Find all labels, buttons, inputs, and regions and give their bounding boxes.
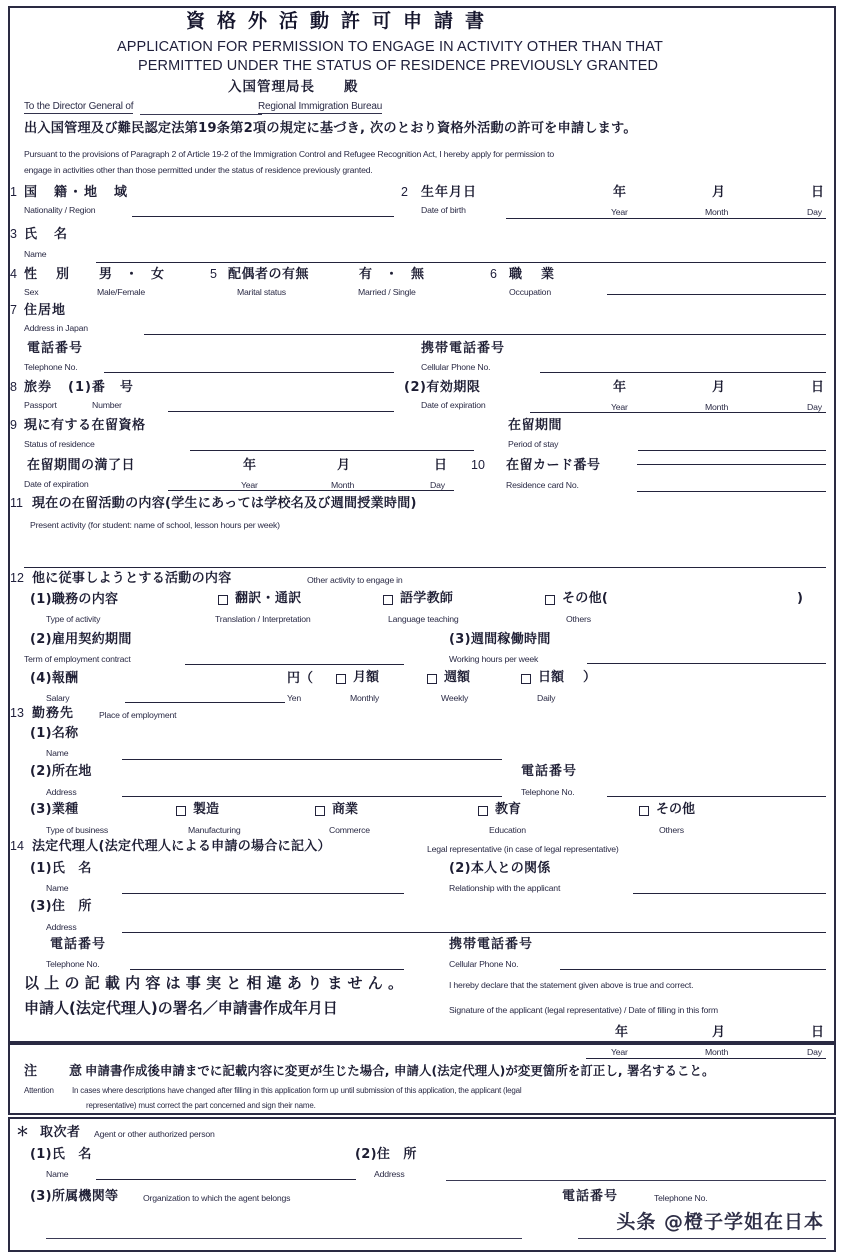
item-14-sub3-label-jp: (3)住 所 [30,899,92,914]
preamble-en-line2: engage in activities other than those permitted under the status of residence previously granted. [24,165,373,175]
item-12-label-en: Other activity to engage in [307,575,403,585]
item-13-sub1-label-jp: (1)名称 [30,726,79,741]
item-11-number: 11 [10,496,23,510]
signature-label-jp: 申請人(法定代理人)の署名／申請書作成年月日 [24,999,338,1017]
item-3-input-line[interactable] [96,262,826,263]
item-9-period-input-line[interactable] [638,450,826,451]
item-2-day-en: Day [807,207,822,217]
item-13-sub1-label-en: Name [46,748,69,758]
item-8-month-jp: 月 [712,380,726,395]
signature-month-en: Month [705,1047,729,1057]
agent-org-input-line[interactable] [46,1238,522,1239]
item-8-sub2-label-en: Date of expiration [421,400,486,410]
agent-name-input-line[interactable] [96,1179,356,1180]
item-8-day-jp: 日 [811,380,825,395]
item-14-sub2-label-jp: (2)本人との関係 [449,861,551,876]
checkbox-others-activity-label-jp: その他( [562,591,609,606]
item-12-sub4-label-jp: (4)報酬 [30,671,79,686]
item-6-number: 6 [490,267,497,281]
item-14-label-en: Legal representative (in case of legal representative) [427,844,619,854]
item-9-expiry-input-line[interactable] [168,490,454,491]
item-8-month-en: Month [705,402,729,412]
checkbox-monthly-label-en: Monthly [350,693,380,703]
item-10-label-en: Residence card No. [506,480,579,490]
item-14-tel-input-line[interactable] [130,969,404,970]
item-7-label-en: Address in Japan [24,323,88,333]
note-text-en-line1: In cases where descriptions have changed after filling in this application form up until submission of this application, the applicant (legal [72,1086,522,1095]
checkbox-commerce-label-en: Commerce [329,825,370,835]
checkbox-education-label-jp: 教育 [495,802,522,817]
item-12-yen-label-en: Yen [287,693,302,703]
checkbox-daily-label-en: Daily [537,693,556,703]
item-7-tel-label-en: Telephone No. [24,362,78,372]
preamble-jp: 出入国管理及び難民認定法第19条第2項の規定に基づき, 次のとおり資格外活動の許可を申請します。 [24,121,637,136]
item-14-sub1-label-en: Name [46,883,69,893]
item-13-sub2-label-jp: (2)所在地 [30,764,92,779]
item-14-number: 14 [10,839,24,853]
form-title-jp: 資格外活動許可申請書 [186,10,497,32]
item-13-name-input-line[interactable] [122,759,502,760]
item-12-sub3-label-jp: (3)週間稼働時間 [449,632,551,647]
item-12-salary-input-line[interactable] [125,702,285,703]
item-12-hours-input-line[interactable] [587,663,826,664]
item-13-sub2-label-en: Address [46,787,77,797]
signature-year-jp: 年 [615,1025,629,1040]
item-7-tel-input-line[interactable] [104,372,394,373]
agent-sub1-label-en: Name [46,1169,69,1179]
item-13-tel-label-jp: 電話番号 [521,764,578,779]
addressee-jp: 入国管理局長 殿 [228,79,359,95]
agent-sub3-label-jp: (3)所属機関等 [30,1189,119,1204]
checkbox-manufacturing[interactable] [176,806,186,816]
checkbox-translation[interactable] [218,595,228,605]
item-12-contract-input-line[interactable] [185,664,404,665]
item-14-cell-input-line[interactable] [560,969,826,970]
item-12-sub2-label-jp: (2)雇用契約期間 [30,632,132,647]
checkbox-education-label-en: Education [489,825,526,835]
agent-marker: ＊ [16,1125,30,1140]
item-8-label-en: Passport [24,400,57,410]
item-9-number: 9 [10,418,17,432]
form-title-en-line2: PERMITTED UNDER THE STATUS OF RESIDENCE PREVIOUSLY GRANTED [138,58,659,74]
item-8-year-en: Year [611,402,628,412]
item-13-address-input-line[interactable] [122,796,502,797]
item-14-relationship-input-line[interactable] [633,893,826,894]
agent-sub2-label-jp: (2)住 所 [355,1147,417,1162]
item-9-month-jp: 月 [337,458,351,473]
checkbox-others-business[interactable] [639,806,649,816]
checkbox-commerce-label-jp: 商業 [332,802,359,817]
item-8-sub1-label-jp: (1)番 号 [68,380,134,395]
item-7-input-line[interactable] [144,334,826,335]
checkbox-daily-label-jp: 日額 [538,670,565,685]
item-7-cell-label-en: Cellular Phone No. [421,362,491,372]
item-9-expiry-label-jp: 在留期間の満了日 [27,458,136,473]
item-9-label-jp: 現に有する在留資格 [24,418,146,433]
declaration-jp: 以 上 の 記 載 内 容 は 事 実 と 相 違 あ り ま せ ん 。 [24,974,404,992]
signature-month-jp: 月 [712,1025,726,1040]
item-2-month-en: Month [705,207,729,217]
item-2-label-en: Date of birth [421,205,466,215]
item-9-day-jp: 日 [434,458,448,473]
item-14-cell-label-en: Cellular Phone No. [449,959,519,969]
item-9-period-label-jp: 在留期間 [508,418,563,433]
checkbox-weekly[interactable] [427,674,437,684]
declaration-en: I hereby declare that the statement given above is true and correct. [449,980,694,990]
watermark: 头条 @橙子学姐在日本 [616,1211,824,1233]
item-13-tel-input-line[interactable] [607,796,826,797]
signature-date-input-line[interactable] [586,1058,826,1059]
checkbox-monthly-label-jp: 月額 [353,670,380,685]
item-12-number: 12 [10,571,24,585]
item-12-sub2-label-en: Term of employment contract [24,654,131,664]
checkbox-others-business-label-en: Others [659,825,684,835]
item-4-label-en: Sex [24,287,39,297]
note-text-en-line2: representative) must correct the part concerned and sign their name. [86,1101,316,1110]
checkbox-others-activity[interactable] [545,595,555,605]
checkbox-commerce[interactable] [315,806,325,816]
item-9-year-jp: 年 [243,458,257,473]
item-4-options-en: Male/Female [97,287,146,297]
form-title-en-line1: APPLICATION FOR PERMISSION TO ENGAGE IN ACTIVITY OTHER THAN THAT [117,39,663,55]
signature-year-en: Year [611,1047,628,1057]
item-5-options-en: Married / Single [358,287,416,297]
signature-day-jp: 日 [811,1025,825,1040]
item-6-label-en: Occupation [509,287,551,297]
item-7-cell-input-line[interactable] [540,372,826,373]
item-12-label-jp: 他に従事しようとする活動の内容 [32,571,232,586]
item-10-input-line-top[interactable] [637,464,826,465]
item-7-tel-label-jp: 電話番号 [27,341,84,356]
checkbox-education[interactable] [478,806,488,816]
item-9-day-en: Day [430,480,445,490]
note-label-en: Attention [24,1086,54,1095]
item-13-sub3-label-en: Type of business [46,825,108,835]
item-12-sub3-label-en: Working hours per week [449,654,539,664]
item-9-year-en: Year [241,480,258,490]
note-text-jp: 申請書作成後申請までに記載内容に変更が生じた場合, 申請人(法定代理人)が変更箇所を訂正し, 署名すること。 [85,1063,715,1078]
item-5-options-jp[interactable]: 有 ・ 無 [359,267,425,282]
item-6-input-line[interactable] [607,294,826,295]
item-9-status-input-line[interactable] [190,450,474,451]
checkbox-language-teaching-label-jp: 語学教師 [400,591,454,606]
item-14-cell-label-jp: 携帯電話番号 [449,937,534,952]
item-14-label-jp: 法定代理人(法定代理人による申請の場合に記入） [32,839,331,854]
item-14-name-input-line[interactable] [122,893,404,894]
item-1-label-jp: 国 籍・地 域 [24,185,130,200]
checkbox-others-business-label-jp: その他 [656,802,696,817]
checkbox-language-teaching[interactable] [383,595,393,605]
item-12-sub1-label-en: Type of activity [46,614,101,624]
checkbox-monthly[interactable] [336,674,346,684]
item-2-month-jp: 月 [712,185,726,200]
item-2-number: 2 [401,185,408,199]
item-10-input-line[interactable] [637,491,826,492]
item-8-number: 8 [10,380,17,394]
checkbox-language-teaching-label-en: Language teaching [388,614,459,624]
item-13-tel-label-en: Telephone No. [521,787,575,797]
item-14-address-input-line[interactable] [122,932,826,933]
item-13-sub3-label-jp: (3)業種 [30,802,79,817]
agent-tel-label-en: Telephone No. [654,1193,708,1203]
item-1-number: 1 [10,185,17,199]
agent-sub2-label-en: Address [374,1169,405,1179]
item-8-expiry-input-line[interactable] [530,412,826,413]
item-1-input-line[interactable] [132,216,394,217]
item-4-number: 4 [10,267,17,281]
item-12-sub4-label-en: Salary [46,693,70,703]
agent-label-jp: 取次者 [40,1125,81,1140]
item-5-number: 5 [210,267,217,281]
item-13-label-en: Place of employment [99,710,177,720]
item-14-tel-label-jp: 電話番号 [50,937,107,952]
item-3-number: 3 [10,227,17,241]
item-8-number-input-line[interactable] [168,411,394,412]
item-6-label-jp: 職 業 [509,267,558,282]
item-13-number: 13 [10,706,24,720]
item-12-yen-label-jp: 円（ [287,671,314,686]
note-label-jp: 注 意 [24,1064,85,1079]
checkbox-weekly-label-en: Weekly [441,693,469,703]
item-14-tel-label-en: Telephone No. [46,959,100,969]
checkbox-translation-label-en: Translation / Interpretation [215,614,311,624]
item-7-cell-label-jp: 携帯電話番号 [421,341,506,356]
item-4-label-jp: 性 別 [24,267,73,282]
item-11-input-area[interactable] [24,567,826,568]
agent-tel-label-jp: 電話番号 [562,1189,619,1204]
checkbox-translation-label-jp: 翻訳・通訳 [235,591,302,606]
item-4-options-jp[interactable]: 男 ・ 女 [99,267,165,282]
agent-sub1-label-jp: (1)氏 名 [30,1147,92,1162]
addressee-en-right: Regional Immigration Bureau [258,101,383,112]
item-2-label-jp: 生年月日 [421,185,478,200]
item-14-sub3-label-en: Address [46,922,77,932]
item-5-label-en: Marital status [237,287,286,297]
item-3-label-jp: 氏 名 [24,227,70,242]
checkbox-manufacturing-label-en: Manufacturing [188,825,241,835]
item-10-number: 10 [471,458,485,472]
preamble-en-line1: Pursuant to the provisions of Paragraph 2 of Article 19-2 of the Immigration Control and Refugee Recognition Act, I hereby apply for permission to [24,149,555,159]
checkbox-daily[interactable] [521,674,531,684]
item-9-period-label-en: Period of stay [508,439,559,449]
item-12-sub1-label-jp: (1)職務の内容 [30,592,119,607]
checkbox-weekly-label-jp: 週額 [444,670,471,685]
addressee-en-left: To the Director General of [24,101,134,112]
agent-sub3-label-en: Organization to which the agent belongs [143,1193,291,1203]
item-9-expiry-label-en: Date of expiration [24,479,89,489]
item-3-label-en: Name [24,249,47,259]
item-14-sub2-label-en: Relationship with the applicant [449,883,561,893]
agent-tel-input-line[interactable] [578,1238,826,1239]
item-7-label-jp: 住居地 [24,303,67,318]
item-2-input-line[interactable] [506,218,826,219]
item-11-label-en: Present activity (for student: name of school, lesson hours per week) [30,520,280,530]
item-2-day-jp: 日 [811,185,825,200]
checkbox-manufacturing-label-jp: 製造 [193,802,220,817]
item-14-sub1-label-jp: (1)氏 名 [30,861,92,876]
item-9-month-en: Month [331,480,355,490]
agent-label-en: Agent or other authorized person [94,1129,215,1139]
item-1-label-en: Nationality / Region [24,205,96,215]
item-8-sub2-label-jp: (2)有効期限 [404,380,481,395]
item-13-label-jp: 勤務先 [32,706,75,721]
item-11-label-jp: 現在の在留活動の内容(学生にあっては学校名及び週間授業時間) [32,496,417,511]
item-2-year-en: Year [611,207,628,217]
item-5-label-jp: 配偶者の有無 [228,267,310,282]
item-12-salary-close: ） [583,670,597,685]
item-8-label-jp: 旅券 [24,380,53,395]
item-2-year-jp: 年 [613,185,627,200]
item-8-year-jp: 年 [613,380,627,395]
item-10-label-jp: 在留カード番号 [506,458,601,473]
signature-day-en: Day [807,1047,822,1057]
agent-address-input-line[interactable] [446,1180,826,1181]
signature-label-en: Signature of the applicant (legal representative) / Date of filling in this form [449,1005,718,1015]
item-7-number: 7 [10,303,17,317]
item-8-sub1-label-en: Number [92,400,122,410]
item-8-day-en: Day [807,402,822,412]
item-9-label-en: Status of residence [24,439,95,449]
checkbox-others-activity-close: ) [797,591,803,606]
checkbox-others-activity-label-en: Others [566,614,591,624]
